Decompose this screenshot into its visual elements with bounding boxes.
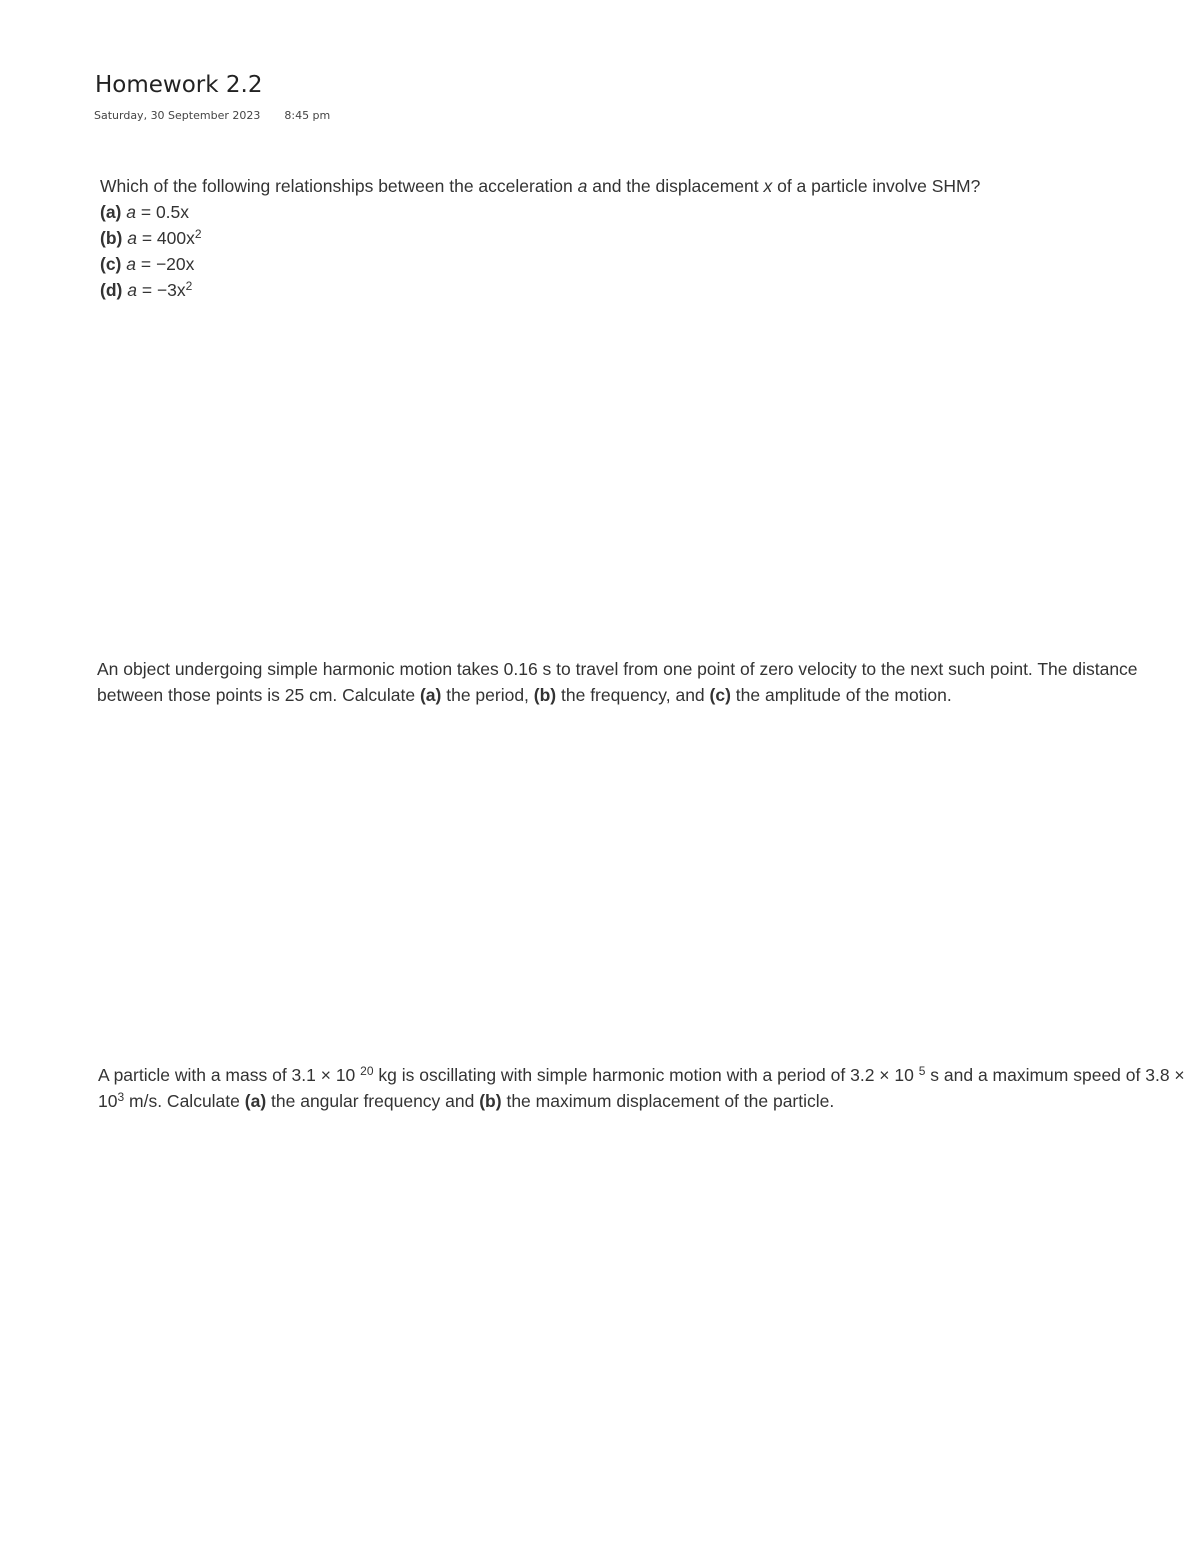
variable-a: a (577, 176, 588, 196)
option-expression: = 400x (136, 228, 195, 248)
page-time: 8:45 pm (284, 109, 331, 122)
part-label: (c) (709, 685, 731, 705)
option-expression: = 0.5x (136, 202, 190, 222)
option-variable: a (126, 254, 136, 274)
exponent: 20 (360, 1064, 374, 1078)
option-label: (d) (100, 280, 123, 300)
stem-text: of a particle involve SHM? (772, 176, 981, 196)
option-exponent: 2 (194, 227, 202, 241)
option-variable: a (126, 202, 136, 222)
stem-text: and the displacement (587, 176, 764, 196)
option-c (100, 251, 980, 277)
text-run: kg is oscillating with simple harmonic motion with a period of 3.2 × 10 (373, 1065, 919, 1085)
text-run: An object undergoing simple harmonic motion takes 0.16 s to travel from one point of zero velocity to the next such point. The distance between those points is 25 cm. Calculate (97, 659, 1138, 705)
question-1 (100, 173, 980, 303)
text-run: the amplitude of the motion. (730, 685, 952, 705)
part-label: (b) (533, 685, 557, 705)
option-expression: = −3x (136, 280, 186, 300)
question-2-text (97, 656, 1192, 708)
question-2 (97, 656, 1192, 708)
text-run: the frequency, and (556, 685, 710, 705)
stem-text: Which of the following relationships between the acceleration (100, 176, 578, 196)
exponent: 3 (117, 1090, 125, 1104)
option-label: (a) (100, 202, 122, 222)
page-timestamp (94, 109, 330, 122)
page-date: Saturday, 30 September 2023 (94, 109, 261, 122)
text-run: the period, (441, 685, 534, 705)
option-b (100, 225, 980, 251)
option-a (100, 199, 980, 225)
page-title: Homework 2.2 (95, 72, 263, 98)
text-run: the maximum displacement of the particle. (501, 1091, 835, 1111)
option-variable: a (127, 228, 137, 248)
option-label: (b) (100, 228, 123, 248)
exponent: 5 (918, 1064, 926, 1078)
question-1-stem (100, 173, 980, 199)
text-run: m/s. Calculate (124, 1091, 245, 1111)
part-label: (a) (419, 685, 442, 705)
option-variable: a (127, 280, 137, 300)
option-d (100, 277, 980, 303)
variable-x: x (763, 176, 773, 196)
text-run: s and a maximum speed of 3.8 × 10 (98, 1065, 1185, 1111)
question-3-text (98, 1062, 1198, 1114)
text-run: the angular frequency and (266, 1091, 480, 1111)
part-label: (a) (244, 1091, 267, 1111)
option-label: (c) (100, 254, 122, 274)
question-3 (98, 1062, 1198, 1114)
option-exponent: 2 (185, 279, 193, 293)
text-run: A particle with a mass of 3.1 × 10 (98, 1065, 361, 1085)
part-label: (b) (479, 1091, 502, 1111)
option-expression: = −20x (136, 254, 195, 274)
